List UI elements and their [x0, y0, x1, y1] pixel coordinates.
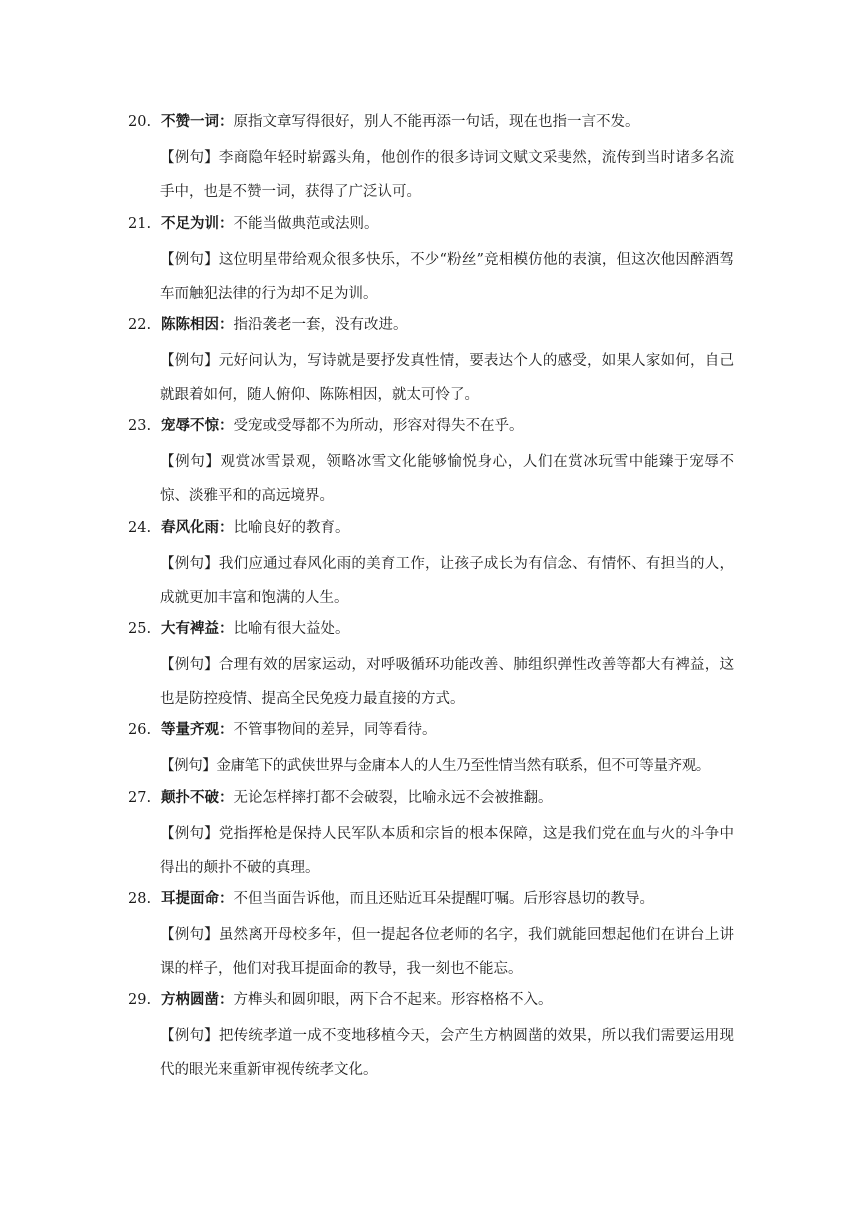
term-colon: ：: [219, 317, 234, 333]
example-label: 【例句】: [160, 927, 219, 943]
example-text: 观赏冰雪景观，领略冰雪文化能够愉悦身心，人们在赏冰玩雪中能臻于宠辱不惊、淡雅平和的高远境界。: [160, 454, 735, 504]
idiom-definition: 方榫头和圆卯眼，两下合不起来。形容格格不入。: [233, 992, 553, 1008]
idiom-term: 宠辱不惊: [161, 418, 219, 434]
example-label: 【例句】: [160, 454, 221, 470]
term-colon: ：: [219, 216, 234, 232]
example-sentence: [160, 918, 734, 986]
idiom-definition: 不管事物间的差异，同等看待。: [233, 722, 437, 738]
term-colon: ：: [219, 520, 234, 536]
idiom-term: 不足为训: [161, 216, 219, 232]
idiom-definition: 受宠或受辱都不为所动，形容对得失不在乎。: [233, 418, 524, 434]
example-text: 金庸笔下的武侠世界与金庸本人的人生乃至性情当然有联系，但不可等量齐观。: [216, 758, 710, 774]
idiom-definition: 不但当面告诉他，而且还贴近耳朵提醒叮嘱。后形容恳切的教导。: [233, 891, 654, 907]
entry-heading: [128, 614, 350, 644]
example-label: 【例句】: [160, 657, 219, 673]
entry-number: 26.: [128, 722, 152, 738]
idiom-term: 陈陈相因: [161, 317, 219, 333]
term-colon: ：: [219, 790, 234, 806]
idiom-term: 不赞一词: [161, 114, 219, 130]
entry-number: 28.: [128, 891, 152, 907]
term-colon: ：: [219, 418, 234, 434]
idiom-definition: 比喻有很大益处。: [233, 621, 350, 637]
idiom-term: 方枘圆凿: [161, 992, 219, 1008]
term-colon: ：: [219, 722, 234, 738]
entry-number: 22.: [128, 317, 152, 333]
idiom-term: 耳提面命: [161, 891, 219, 907]
entry-heading: [128, 310, 408, 340]
example-sentence: [160, 141, 734, 209]
example-text: 虽然离开母校多年，但一提起各位老师的名字，我们就能回想起他们在讲台上讲课的样子，他们对我耳提面命的教导，我一刻也不能忘。: [160, 927, 735, 977]
entry-heading: [128, 884, 654, 914]
entry-heading: [128, 513, 350, 543]
term-colon: ：: [219, 114, 234, 130]
term-colon: ：: [219, 992, 234, 1008]
entry-heading: [128, 985, 553, 1015]
example-sentence: [160, 648, 734, 716]
example-sentence: [160, 817, 734, 885]
example-text: 把传统孝道一成不变地移植今天，会产生方枘圆凿的效果，所以我们需要运用现代的眼光来重新审视传统孝文化。: [160, 1028, 735, 1078]
term-colon: ：: [219, 891, 234, 907]
example-sentence: [160, 547, 734, 615]
entry-number: 21.: [128, 216, 152, 232]
example-label: 【例句】: [160, 353, 219, 369]
entry-heading: [128, 411, 524, 441]
idiom-term: 等量齐观: [161, 722, 219, 738]
idiom-term: 大有裨益: [161, 621, 219, 637]
example-label: 【例句】: [160, 150, 219, 166]
entry-heading: [128, 209, 379, 239]
example-sentence: [160, 243, 734, 311]
example-text: 李商隐年轻时崭露头角，他创作的很多诗词文赋文采斐然，流传到当时诸多名流手中，也是不赞一词，获得了广泛认可。: [160, 150, 735, 200]
example-sentence: [160, 749, 734, 783]
example-sentence: [160, 1019, 734, 1087]
example-text: 这位明星带给观众很多快乐，不少“粉丝”竞相模仿他的表演，但这次他因醉酒驾车而触犯法律的行为却不足为训。: [160, 252, 735, 302]
entry-number: 24.: [128, 520, 152, 536]
example-sentence: [160, 445, 734, 513]
example-text: 元好问认为，写诗就是要抒发真性情，要表达个人的感受，如果人家如何，自己就跟着如何，随人俯仰、陈陈相因，就太可怜了。: [160, 353, 735, 403]
entry-heading: [128, 783, 553, 813]
idiom-definition: 指沿袭老一套，没有改进。: [233, 317, 408, 333]
example-text: 党指挥枪是保持人民军队本质和宗旨的根本保障，这是我们党在血与火的斗争中得出的颠扑不破的真理。: [160, 826, 735, 876]
idiom-definition: 不能当做典范或法则。: [233, 216, 379, 232]
entry-number: 29.: [128, 992, 152, 1008]
idiom-definition: 无论怎样摔打都不会破裂，比喻永远不会被推翻。: [233, 790, 553, 806]
entry-number: 20.: [128, 114, 152, 130]
example-label: 【例句】: [160, 252, 219, 268]
example-label: 【例句】: [160, 826, 219, 842]
term-colon: ：: [219, 621, 234, 637]
idiom-definition: 比喻良好的教育。: [233, 520, 350, 536]
example-label: 【例句】: [160, 758, 217, 774]
example-text: 合理有效的居家运动，对呼吸循环功能改善、肺组织弹性改善等都大有裨益，这也是防控疫情、提高全民免疫力最直接的方式。: [160, 657, 735, 707]
entry-number: 27.: [128, 790, 152, 806]
entry-number: 25.: [128, 621, 152, 637]
example-label: 【例句】: [160, 1028, 219, 1044]
idiom-term: 春风化雨: [161, 520, 219, 536]
example-sentence: [160, 344, 734, 412]
example-label: 【例句】: [160, 556, 219, 572]
entry-heading: [128, 715, 437, 745]
entry-number: 23.: [128, 418, 152, 434]
idiom-definition: 原指文章写得很好，别人不能再添一句话，现在也指一言不发。: [233, 114, 640, 130]
idiom-term: 颠扑不破: [161, 790, 219, 806]
entry-heading: [128, 107, 640, 137]
example-text: 我们应通过春风化雨的美育工作，让孩子成长为有信念、有情怀、有担当的人，成就更加丰富和饱满的人生。: [160, 556, 735, 606]
